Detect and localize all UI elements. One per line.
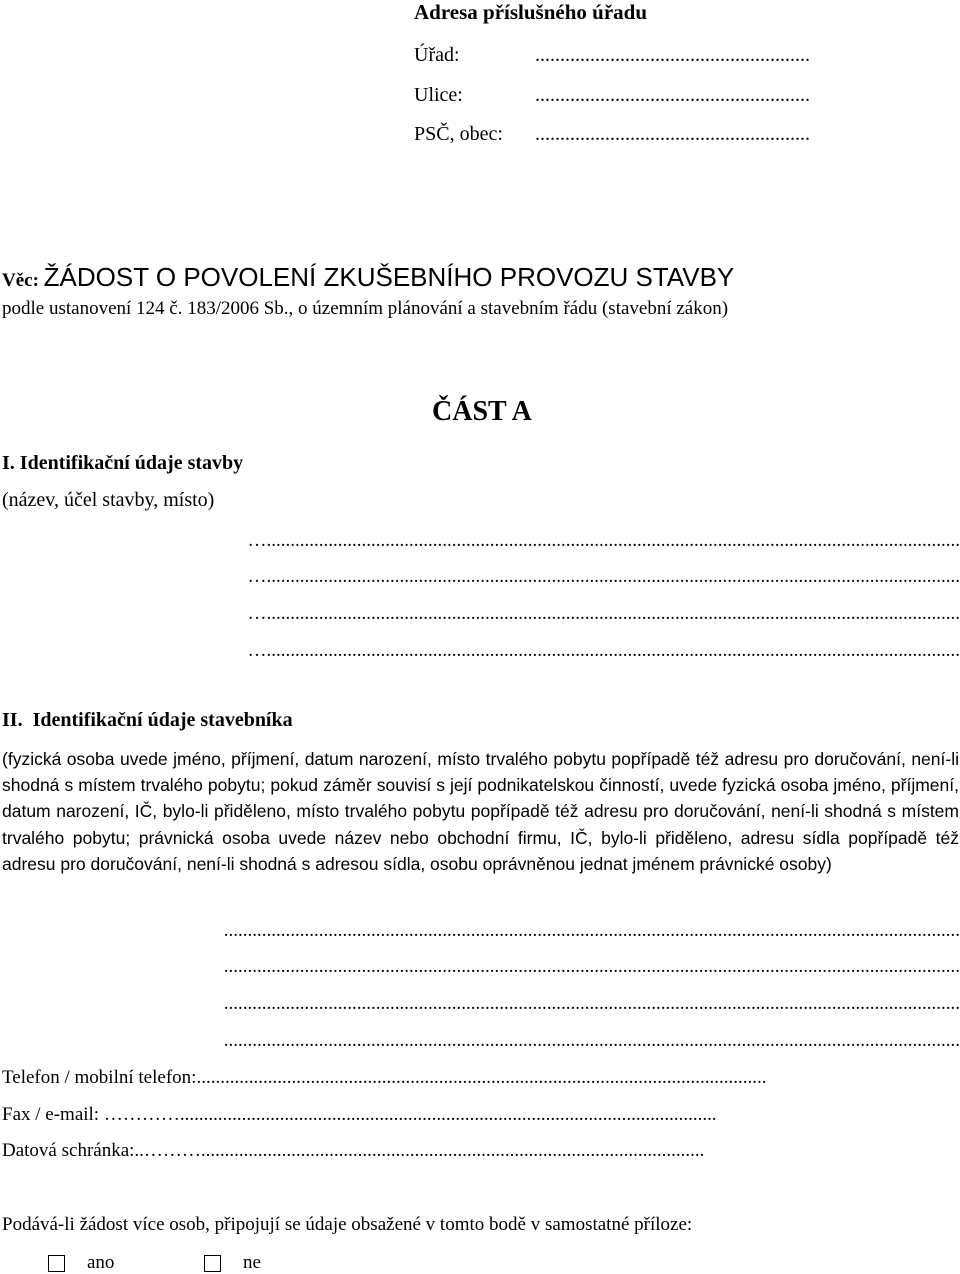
option-no-label: ne bbox=[243, 1252, 261, 1273]
databox-row bbox=[2, 1140, 960, 1162]
office-field[interactable]: ....................................................... bbox=[535, 44, 810, 66]
phone-field[interactable]: ........................................................................................................................ bbox=[196, 1067, 767, 1088]
option-yes-label: ano bbox=[87, 1252, 115, 1273]
applicant-info-line-4[interactable]: ........................................................................................................................................................... bbox=[223, 1030, 960, 1051]
section-2-description: (fyzická osoba uvede jméno, příjmení, datum narození, místo trvalého pobytu popřípadě též adresu pro doručování, není-li shodná s místem trvalého pobytu; pokud záměr souvisí s její podnikatelskou činností, uvede fyzická osoba jméno, příjmení, datum narození, IČ, bylo-li přiděleno, místo trvalého pobytu popřípadě též adresu pro doručování, není-li shodná s místem trvalého pobytu; právnická osoba uvede název nebo obchodní firmu, IČ, bylo-li přiděleno, adresu sídla popřípadě též adresu pro doručování, není-li shodná s adresou sídla, osobu oprávněnou jednat jménem právnické osoby) bbox=[2, 749, 959, 874]
section-1-note: (název, účel stavby, místo) bbox=[2, 489, 215, 511]
fax-email-label: Fax / e-mail: bbox=[2, 1104, 100, 1125]
applicant-info-line-2[interactable]: ........................................................................................................................................................... bbox=[223, 956, 960, 977]
applicant-info-line-1[interactable]: ........................................................................................................................................................... bbox=[223, 920, 960, 941]
street-field[interactable]: ....................................................... bbox=[535, 84, 810, 106]
building-info-line-3[interactable]: ….................................................................................................................................................. bbox=[247, 603, 960, 624]
subject-prefix: Věc: bbox=[2, 270, 44, 291]
checkbox-yes[interactable] bbox=[48, 1255, 65, 1272]
postal-city-label: PSČ, obec: bbox=[414, 123, 503, 145]
building-info-line-1[interactable]: ….................................................................................................................................................. bbox=[247, 530, 960, 551]
building-info-line-4[interactable]: ….................................................................................................................................................. bbox=[247, 640, 960, 661]
building-info-line-2[interactable]: ….................................................................................................................................................. bbox=[247, 566, 960, 587]
subject-subtitle: podle ustanovení 124 č. 183/2006 Sb., o územním plánování a stavebním řádu (stavební zákon) bbox=[2, 298, 729, 319]
office-label: Úřad: bbox=[414, 44, 460, 66]
phone-row bbox=[2, 1067, 960, 1089]
fax-email-field[interactable]: …………................................................................................................................. bbox=[99, 1104, 717, 1125]
option-yes[interactable] bbox=[48, 1252, 114, 1274]
part-a-title: ČÁST A bbox=[432, 396, 532, 427]
multiple-applicants-question: Podává-li žádost více osob, připojují se údaje obsažené v tomto bodě v samostatné příloze: bbox=[2, 1214, 693, 1235]
subject-heading bbox=[2, 262, 734, 293]
section-2-title: II. Identifikační údaje stavebníka bbox=[2, 709, 293, 731]
subject-title: ŽÁDOST O POVOLENÍ ZKUŠEBNÍHO PROVOZU STAVBY bbox=[43, 262, 735, 292]
section-1-title: I. Identifikační údaje stavby bbox=[2, 452, 244, 474]
office-address-title: Adresa příslušného úřadu bbox=[414, 0, 648, 24]
postal-city-field[interactable]: ....................................................... bbox=[535, 123, 810, 145]
checkbox-no[interactable] bbox=[204, 1255, 221, 1272]
databox-label: Datová schránka: bbox=[2, 1140, 135, 1161]
option-no[interactable] bbox=[204, 1252, 261, 1274]
phone-label: Telefon / mobilní telefon: bbox=[2, 1067, 197, 1088]
databox-field[interactable]: ..……….......................................................................................................... bbox=[134, 1140, 705, 1161]
applicant-info-line-3[interactable]: ........................................................................................................................................................... bbox=[223, 993, 960, 1014]
email-row bbox=[2, 1104, 960, 1126]
street-label: Ulice: bbox=[414, 84, 463, 106]
